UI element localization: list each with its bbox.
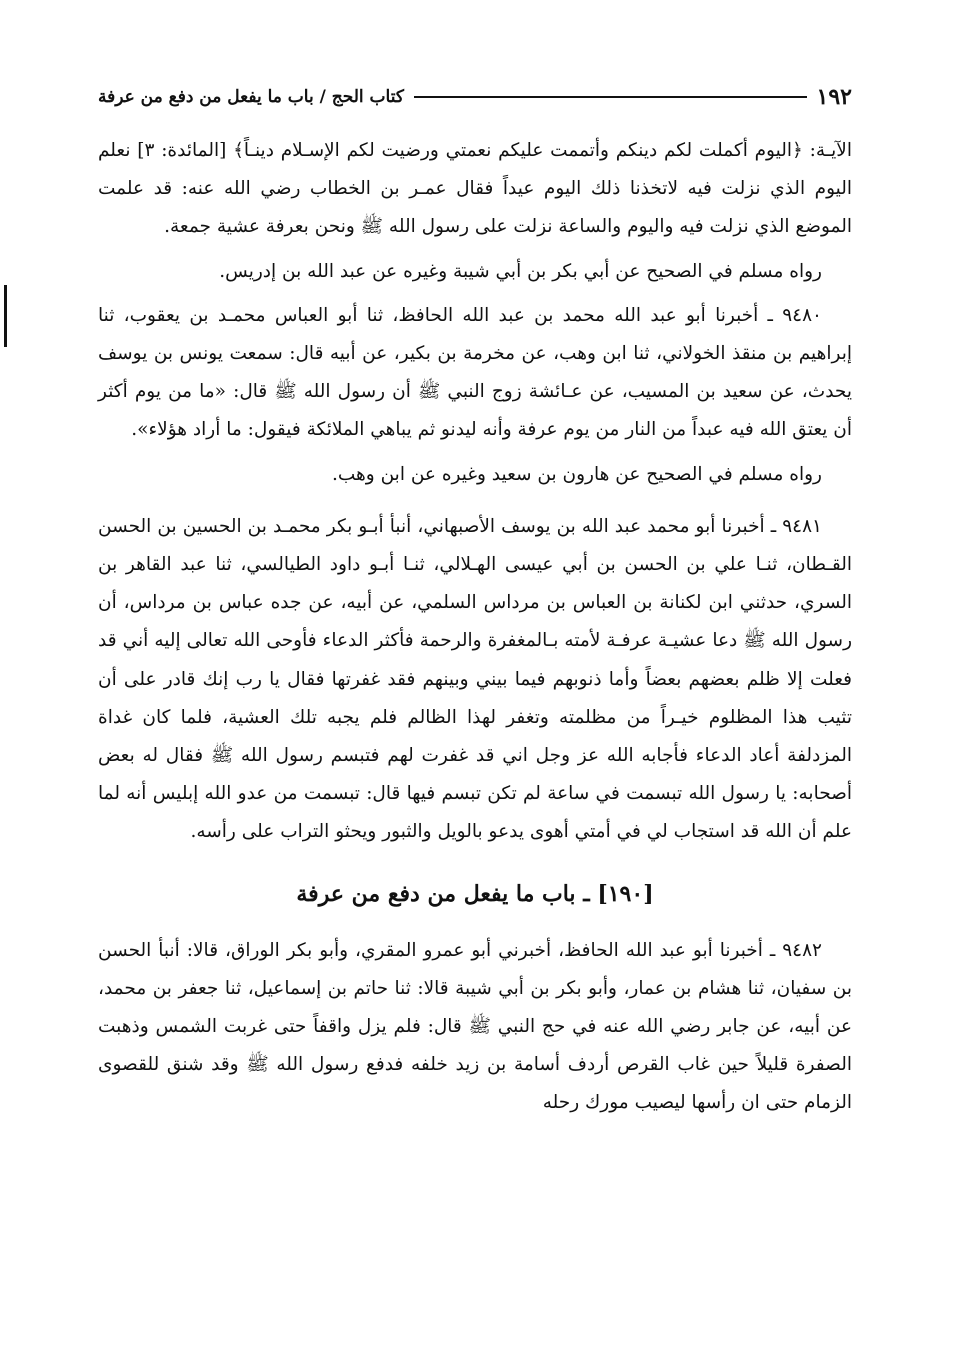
paragraph-hadith-9481: ٩٤٨١ ـ أخبرنا أبو محمد عبد الله بن يوسف الأصبهاني، أنبأ أبـو بكر محمـد بن الحسين بن الحسن القـطان، ثنـا علي بن الحسن بن أبي عيسى الهـلالي، ثنـا أبـو داود الطيالسي، ثنا عبد القاهر بن السري، حدثني ابن لكنانة بن العباس بن مرداس السلمي، عن أبيه، عن جده عباس بن مرداس، أن رسول الله ﷺ دعا عشيـة عرفـة لأمته بـالمغفرة والرحمة فأكثر الدعاء فأوحى الله تعالى إليه أني قد فعلت إلا ظلم بعضهم بعضاً وأما ذنوبهم فيما بيني وبينهم فقد غفرتها فقال يا رب إنك قادر على أن تثيب هذا المظلوم خيـراً من مظلمته وتغفر لهذا الظالم فلم يجبه تلك العشية، فلما كان غداة المزدلفة أعاد الدعاء فأجابه الله عز وجل اني قد غفرت لهم فتبسم رسول الله ﷺ فقال له بعض أصحابه: يا رسول الله تبسمت في ساعة لم تكن تبسم فيها قال: تبسمت من عدو الله إبليس أنه لما علم أن الله قد استجاب لي في أمتي أهوى يدعو بالويل والثبور ويحثو التراب على رأسه.	[98, 515, 852, 843]
page-number: ١٩٢	[816, 84, 852, 110]
paragraph-verse: الآيـة: ﴿اليوم أكملت لكم دينكم وأتممت عليكم نعمتي ورضيت لكم الإسـلام دينـاً﴾ [المائدة: ٣] نعلم اليوم الذي نزلت فيه لاتخذنا ذلك اليوم عيداً فقال عمـر بن الخطاب رضي الله عنه: قد علمت الموضع الذي نزلت فيه واليوم والساعة نزلت على رسول الله ﷺ ونحن بعرفة عشية جمعة.	[98, 140, 852, 238]
page-body	[98, 132, 852, 1123]
chapter-heading: [١٩٠] ـ باب ما يفعل من دفع من عرفة	[296, 880, 654, 907]
page-header	[98, 78, 852, 116]
paragraph-narration-note-2: رواه مسلم في الصحيح عن هارون بن سعيد وغيره عن ابن وهب.	[331, 463, 822, 485]
running-title: كتاب الحج / باب ما يفعل من دفع من عرفة	[98, 87, 404, 107]
margin-line	[4, 285, 7, 347]
header-rule	[414, 96, 807, 98]
paragraph-narration-note: رواه مسلم في الصحيح عن أبي بكر بن أبي شيبة وغيره عن عبد الله بن إدريس.	[219, 260, 822, 282]
paragraph-hadith-9482: ٩٤٨٢ ـ أخبرنا أبو عبد الله الحافظ، أخبرني أبو عمرو المقري، وأبو بكر الوراق، قالا: أنبأ الحسن بن سفيان، ثنا هشام بن عمار، وأبو بكر بن أبي شيبة قالا: ثنا حاتم بن إسماعيل، ثنا جعفر بن محمد، عن أبيه، عن جابر رضي الله عنه في حج النبي ﷺ قال: فلم يزل واقفاً حتى غربت الشمس وذهبت الصفرة قليلاً حين غاب القرص أردف أسامة بن زيد خلفه فدفع رسول الله ﷺ وقد شنق للقصوى الزمام حتى ان رأسها ليصيب مورك رحله	[98, 939, 852, 1114]
paragraph-hadith-9480: ٩٤٨٠ ـ أخبرنا أبو عبد الله محمد بن عبد الله الحافظ، ثنا أبو العباس محمـد بن يعقوب، ثنا إبراهيم بن منقذ الخولاني، ثنا ابن وهب، عن مخرمة بن بكير، عن أبيه قال: سمعت يونس بن يوسف يحدث، عن سعيد بن المسيب، عن عـائشة زوج النبي ﷺ أن رسول الله ﷺ قال: «ما من يوم أكثر أن يعتق الله فيه عبداً من النار من يوم عرفة وأنه ليدنو ثم يباهي الملائكة فيقول: ما أراد هؤلاء».	[98, 304, 852, 441]
